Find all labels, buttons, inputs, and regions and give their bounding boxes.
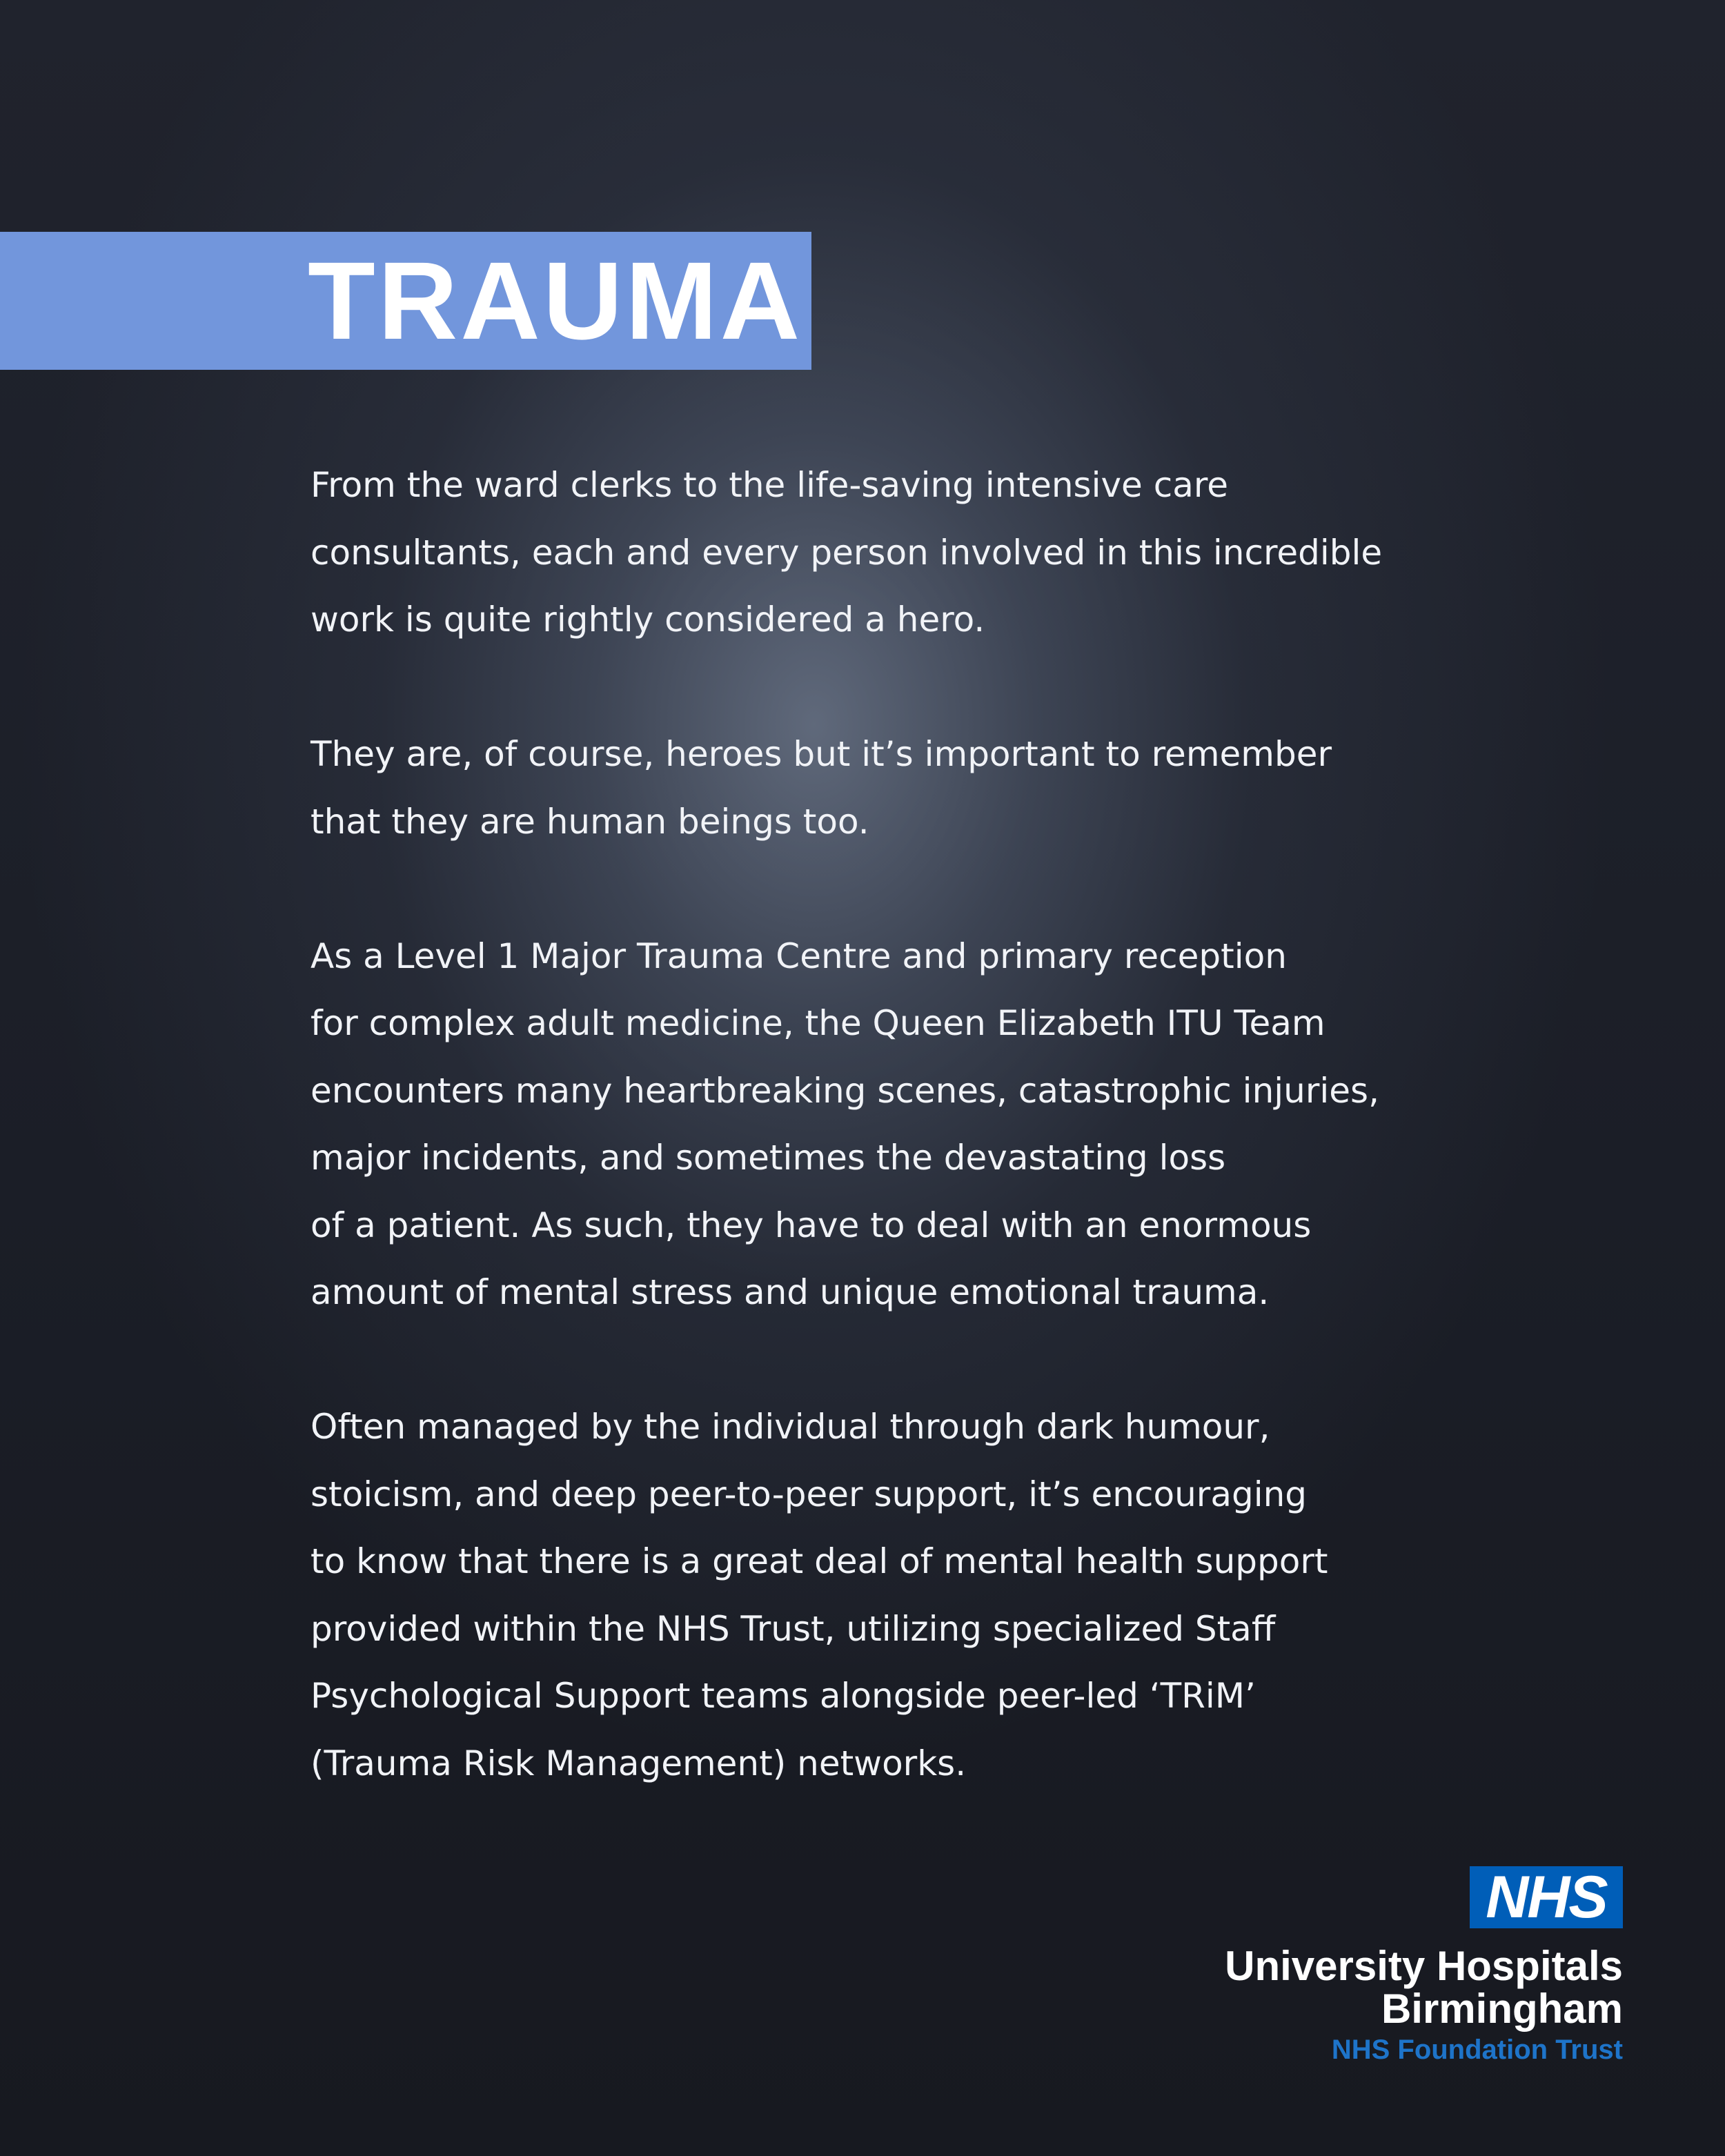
page-title: TRAUMA bbox=[308, 239, 803, 362]
paragraph-3 bbox=[310, 923, 1428, 1327]
trust-name-line-1: University Hospitals bbox=[1225, 1943, 1623, 1989]
paragraph-1 bbox=[310, 452, 1428, 654]
text-line: stoicism, and deep peer-to-peer support, it’s encouraging bbox=[310, 1474, 1308, 1514]
text-line: of a patient. As such, they have to deal with an enormous bbox=[310, 1205, 1312, 1245]
text-line: that they are human beings too. bbox=[310, 801, 869, 842]
text-line: for complex adult medicine, the Queen Elizabeth ITU Team bbox=[310, 1003, 1325, 1043]
text-line: From the ward clerks to the life-saving intensive care bbox=[310, 465, 1229, 505]
paragraph-4 bbox=[310, 1394, 1428, 1797]
text-line: work is quite rightly considered a hero. bbox=[310, 600, 985, 640]
nhs-logo-badge: NHS bbox=[1470, 1866, 1623, 1928]
text-line: Often managed by the individual through dark humour, bbox=[310, 1407, 1270, 1447]
trust-name-line-2: Birmingham bbox=[1381, 1986, 1623, 2032]
text-line: amount of mental stress and unique emotional trauma. bbox=[310, 1272, 1270, 1312]
text-line: consultants, each and every person involved in this incredible bbox=[310, 532, 1383, 573]
nhs-trust-logo bbox=[1071, 1866, 1623, 2073]
text-line: major incidents, and sometimes the devastating loss bbox=[310, 1138, 1226, 1178]
text-line: Psychological Support teams alongside peer-led ‘TRiM’ bbox=[310, 1676, 1256, 1716]
text-line: As a Level 1 Major Trauma Centre and primary reception bbox=[310, 936, 1287, 976]
text-line: (Trauma Risk Management) networks. bbox=[310, 1743, 967, 1783]
text-line: encounters many heartbreaking scenes, catastrophic injuries, bbox=[310, 1070, 1379, 1111]
text-line: to know that there is a great deal of mental health support bbox=[310, 1541, 1328, 1581]
text-line: provided within the NHS Trust, utilizing specialized Staff bbox=[310, 1608, 1276, 1649]
body-copy bbox=[310, 452, 1428, 1865]
text-line: They are, of course, heroes but it’s important to remember bbox=[310, 734, 1332, 774]
paragraph-2 bbox=[310, 721, 1428, 856]
trust-subtitle: NHS Foundation Trust bbox=[1331, 2035, 1623, 2065]
